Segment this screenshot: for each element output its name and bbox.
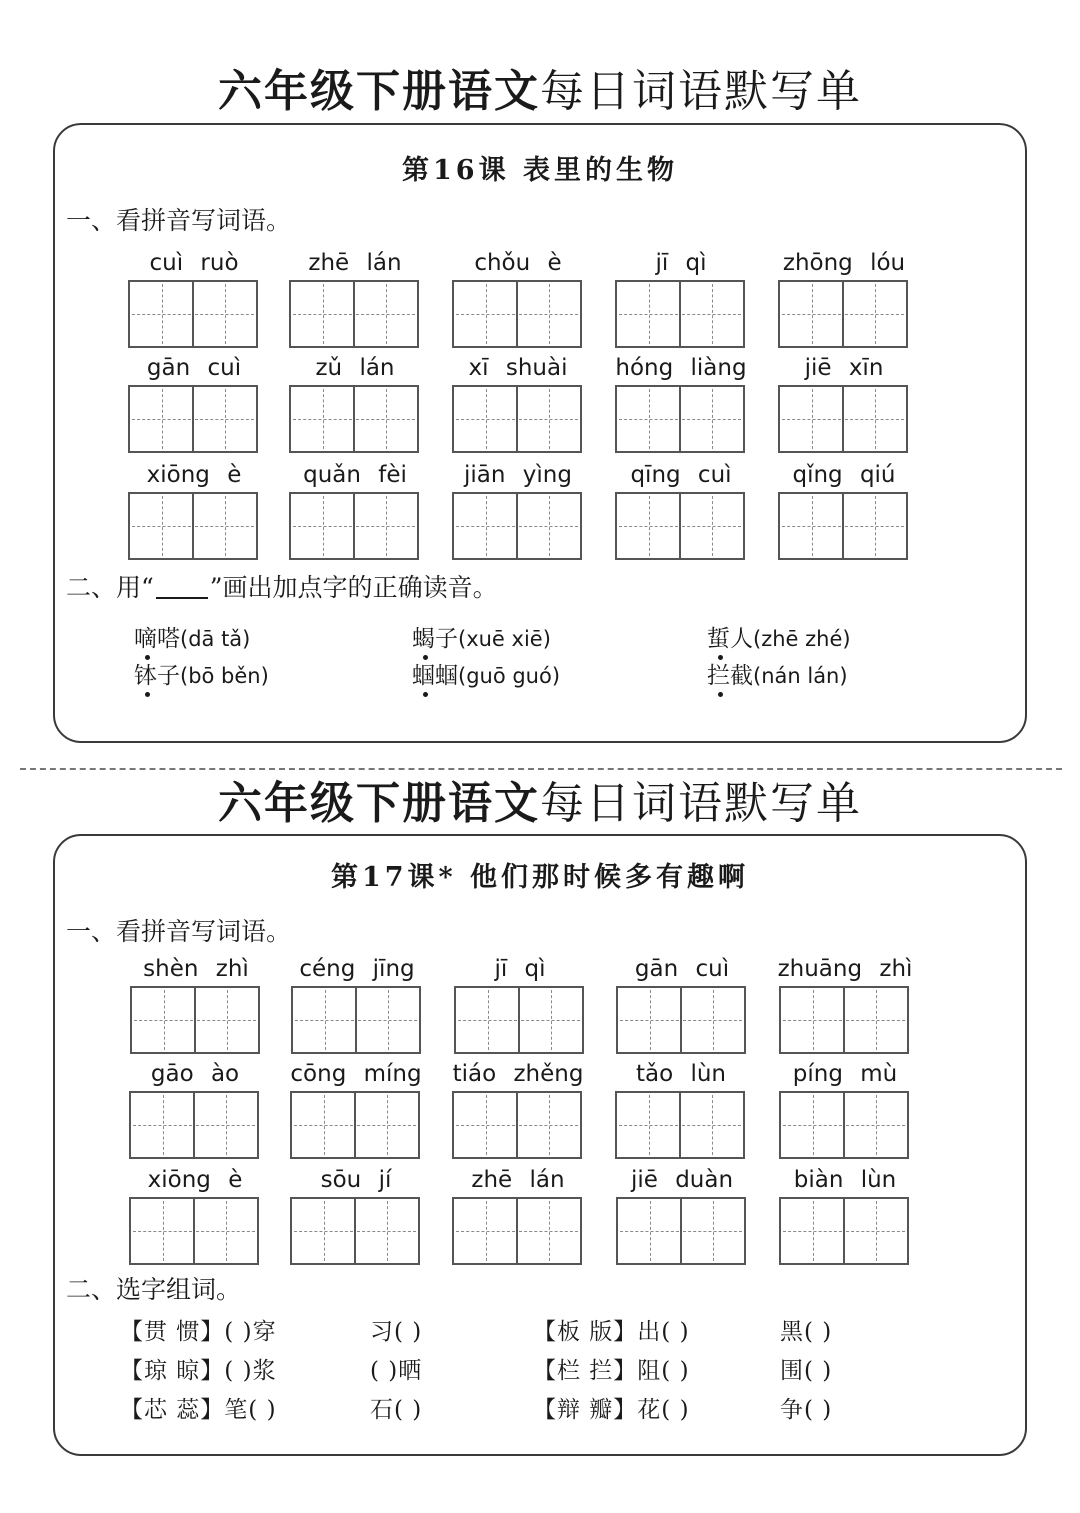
pinyin-label: zhōng lóu [782, 250, 906, 276]
word-choice-item[interactable]: 习( ) [370, 1319, 423, 1345]
pinyin-label: xiōng è [146, 462, 242, 488]
word-item [453, 956, 587, 1060]
word-choice-item[interactable]: 【芯 蕊】笔( ) [120, 1397, 277, 1423]
pinyin-label: zhē lán [308, 250, 402, 276]
pinyin-label: zhē lán [471, 1167, 565, 1193]
pinyin-label: qīng cuì [630, 462, 732, 488]
section-2-text-b: ”画出加点字的正确读音。 [209, 573, 498, 602]
writing-boxes[interactable] [616, 986, 746, 1054]
section-2-heading: 二、选字组词。 [66, 1275, 242, 1304]
pinyin-label: qǐng qiú [792, 462, 896, 488]
pinyin-label: tǎo lùn [635, 1061, 727, 1087]
reading-options: (bō běn) [180, 664, 269, 688]
word-item [615, 956, 749, 1060]
writing-boxes[interactable] [129, 1091, 259, 1159]
word-item [778, 1061, 912, 1165]
pinyin-label: chǒu è [474, 250, 562, 276]
sheet-title [0, 778, 1080, 829]
title-sub: 每日词语默写单 [540, 778, 862, 829]
writing-boxes[interactable] [291, 986, 421, 1054]
lesson-title: 第16课 表里的生物 [402, 155, 678, 186]
word-item [614, 1061, 748, 1165]
writing-boxes[interactable] [616, 1197, 746, 1265]
pinyin-label: jiē duàn [630, 1167, 734, 1193]
word-item [451, 1061, 585, 1165]
pinyin-label: cuì ruò [149, 250, 239, 276]
word-choice-item[interactable]: 石( ) [370, 1397, 423, 1423]
word-item [290, 956, 424, 1060]
word-item [289, 1167, 423, 1271]
word-choice-item[interactable]: 【贯 惯】( )穿 [120, 1319, 277, 1345]
word-choice-item[interactable]: 【琼 晾】( )浆 [120, 1358, 277, 1384]
section-2-text-a: 二、用“ [66, 573, 154, 602]
pinyin-label: xī shuài [468, 355, 568, 381]
reading-word: 蜇人 [707, 626, 753, 652]
title-main: 六年级下册语文 [218, 66, 540, 117]
pinyin-label: céng jīng [299, 956, 415, 982]
pinyin-label: quǎn fèi [303, 462, 407, 488]
word-item [128, 1167, 262, 1271]
word-choice-item[interactable]: ( )晒 [370, 1358, 423, 1384]
word-item [778, 1167, 912, 1271]
writing-boxes[interactable] [779, 1197, 909, 1265]
word-choice-item[interactable]: 黑( ) [780, 1319, 833, 1345]
pinyin-label: píng mù [792, 1061, 898, 1087]
pinyin-label: gān cuì [634, 956, 730, 982]
word-choice-item[interactable]: 争( ) [780, 1397, 833, 1423]
section-1-heading: 一、看拼音写词语。 [66, 917, 292, 946]
pinyin-label: jī qì [655, 250, 707, 276]
writing-boxes[interactable] [129, 1197, 259, 1265]
pinyin-label: xiōng è [147, 1167, 243, 1193]
word-item [778, 956, 912, 1060]
writing-boxes[interactable] [130, 986, 260, 1054]
writing-boxes[interactable] [779, 986, 909, 1054]
pinyin-label: hóng liàng [615, 355, 747, 381]
pinyin-label: jī qì [494, 956, 546, 982]
title-sub: 每日词语默写单 [540, 66, 862, 117]
reading-options: (xuē xiē) [458, 627, 551, 651]
word-choice-item[interactable]: 【栏 拦】阻( ) [533, 1358, 690, 1384]
word-item [615, 1167, 749, 1271]
reading-word: 拦截 [707, 663, 753, 689]
word-choice-item[interactable]: 【辩 瓣】花( ) [533, 1397, 690, 1423]
pinyin-label: jiān yìng [464, 462, 572, 488]
writing-boxes[interactable] [290, 1091, 420, 1159]
pinyin-label: shèn zhì [143, 956, 249, 982]
reading-options: (guō guó) [458, 664, 561, 688]
writing-boxes[interactable] [779, 1091, 909, 1159]
reading-options: (nán lán) [753, 664, 848, 688]
word-choice-item[interactable]: 围( ) [780, 1358, 833, 1384]
reading-options: (dā tǎ) [180, 627, 251, 651]
pinyin-label: sōu jí [320, 1167, 392, 1193]
pinyin-label: zhuāng zhì [777, 956, 913, 982]
writing-boxes[interactable] [452, 1091, 582, 1159]
reading-word: 嘀嗒 [134, 626, 180, 652]
pinyin-label: tiáo zhěng [452, 1061, 584, 1087]
word-item [129, 956, 263, 1060]
reading-word: 蝎子 [412, 626, 458, 652]
reading-options: (zhē zhé) [753, 627, 851, 651]
reading-word: 钵子 [134, 663, 180, 689]
writing-boxes[interactable] [615, 1091, 745, 1159]
pinyin-label: jiē xīn [804, 355, 884, 381]
title-main: 六年级下册语文 [218, 778, 540, 829]
word-choice-item[interactable]: 【板 版】出( ) [533, 1319, 690, 1345]
lesson-title: 第17课* 他们那时候多有趣啊 [330, 862, 750, 893]
pinyin-label: cōng míng [290, 1061, 422, 1087]
pinyin-label: zǔ lán [315, 355, 395, 381]
word-item [289, 1061, 423, 1165]
pinyin-label: gāo ào [150, 1061, 240, 1087]
reading-word: 蝈蝈 [412, 663, 458, 689]
pinyin-label: gān cuì [146, 355, 242, 381]
word-item [451, 1167, 585, 1271]
pinyin-label: biàn lùn [793, 1167, 897, 1193]
writing-boxes[interactable] [454, 986, 584, 1054]
writing-boxes[interactable] [290, 1197, 420, 1265]
writing-boxes[interactable] [452, 1197, 582, 1265]
word-item [128, 1061, 262, 1165]
section-1-heading: 一、看拼音写词语。 [66, 206, 292, 235]
